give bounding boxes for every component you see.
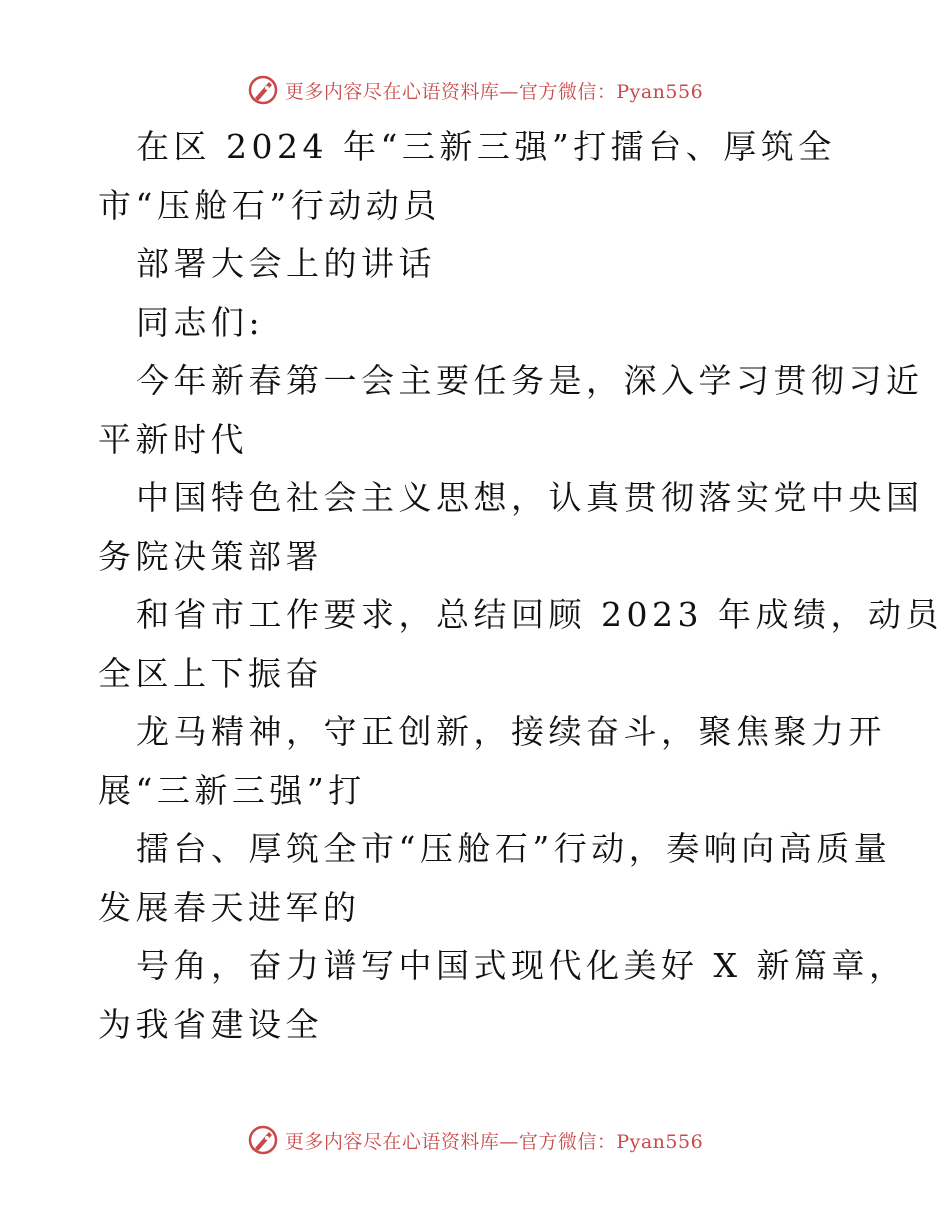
text-line: 为我省建设全 <box>98 1004 323 1044</box>
text-line: 展“三新三强”打 <box>98 770 366 810</box>
text-line: 龙马精神，守正创新，接续奋斗，聚焦聚力开 <box>136 712 886 751</box>
header-banner-text: 更多内容尽在心语资料库—官方微信：Pyan556 <box>284 80 704 103</box>
header-banner <box>0 70 950 110</box>
text-line: 市“压舱石”行动动员 <box>98 185 441 225</box>
text-line: 在区 2024 年“三新三强”打擂台、厚筑全 <box>136 127 836 166</box>
text-line: 号角，奋力谱写中国式现代化美好 X 新篇章， <box>136 946 907 985</box>
text-line: 全区上下振奋 <box>98 653 323 693</box>
text-line: 和省市工作要求，总结回顾 2023 年成绩，动员 <box>136 595 943 634</box>
text-line: 中国特色社会主义思想，认真贯彻落实党中央国 <box>136 478 924 517</box>
text-line: 发展春天进军的 <box>98 887 361 927</box>
document-body <box>98 118 943 1054</box>
text-line: 平新时代 <box>98 419 248 459</box>
pen-logo-icon <box>247 74 279 106</box>
footer-banner <box>0 1120 950 1160</box>
text-line: 务院决策部署 <box>98 536 323 576</box>
text-line: 同志们: <box>136 302 265 342</box>
pen-logo-icon <box>247 1124 279 1156</box>
footer-banner-text: 更多内容尽在心语资料库—官方微信：Pyan556 <box>284 1130 704 1153</box>
text-line: 今年新春第一会主要任务是，深入学习贯彻习近 <box>136 361 924 400</box>
text-line: 擂台、厚筑全市“压舱石”行动，奏响向高质量 <box>136 829 892 868</box>
text-line: 部署大会上的讲话 <box>136 244 436 283</box>
